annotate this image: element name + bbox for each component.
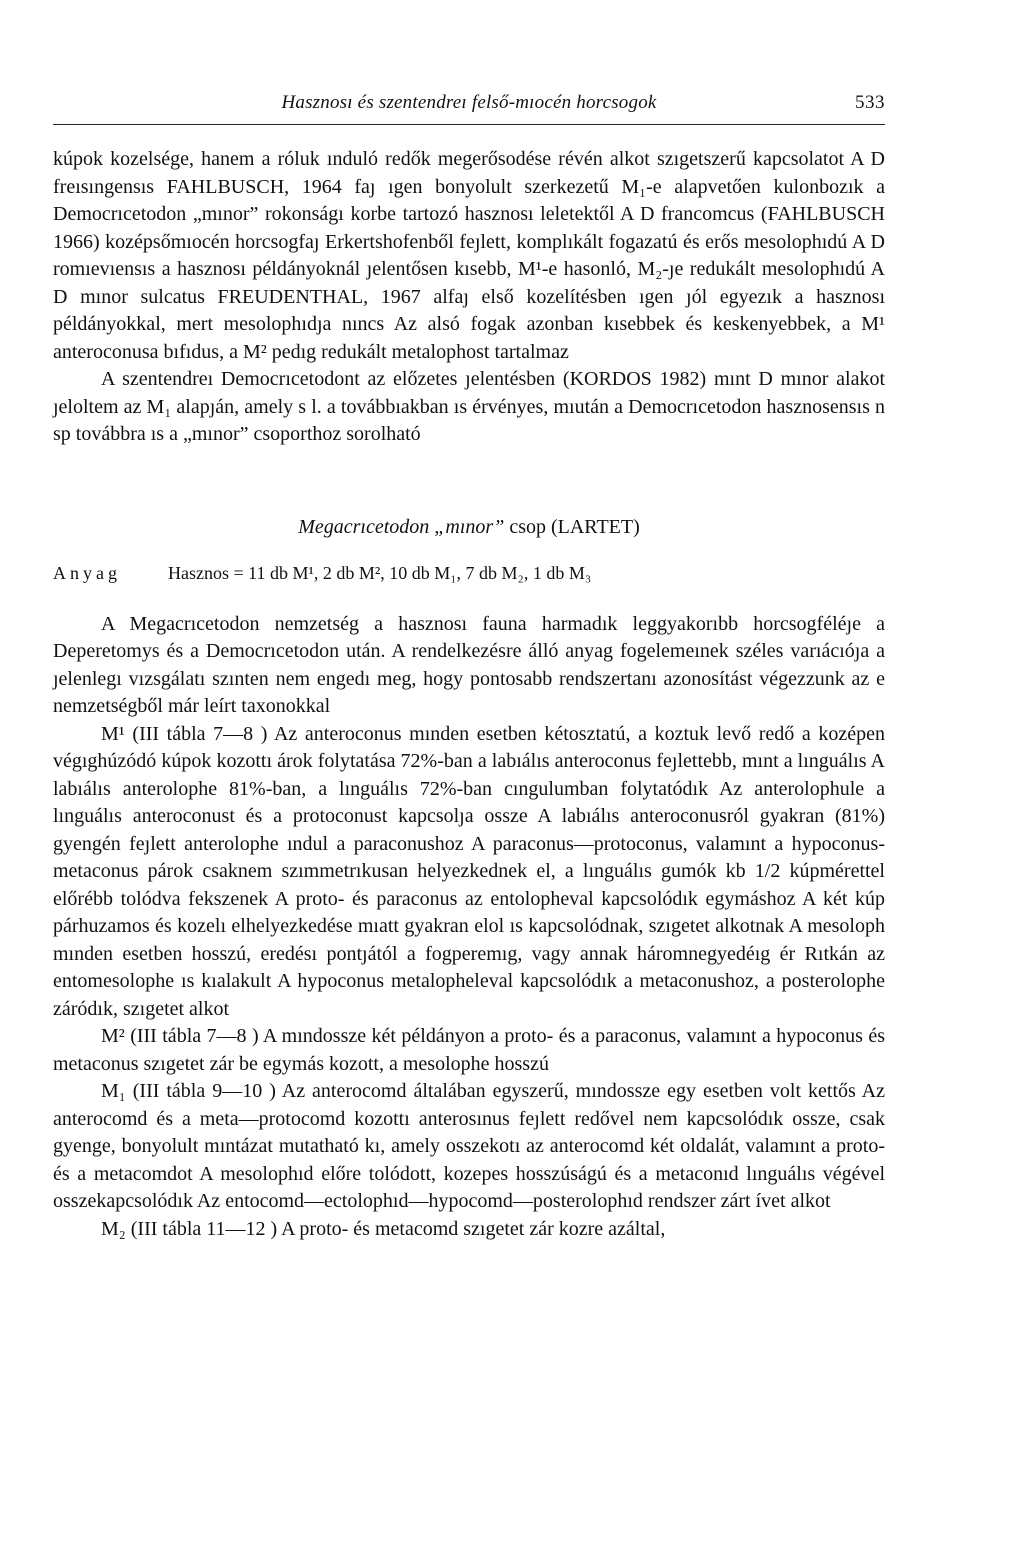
page-header xyxy=(53,92,885,120)
section-title xyxy=(53,513,885,541)
material-line xyxy=(53,559,885,587)
body-text xyxy=(53,146,885,1243)
paragraph-5: M² (III tábla 7—8 ) A mındossze két példányon a proto- és a paraconus, valamınt a hypoconus és metaconus szıgetet zár be egymás kozott, a mesolophe hosszú xyxy=(53,1025,885,1075)
paragraph-7: M₂ (III tábla 11—12 ) A proto- és metacomd szıgetet zár kozre azáltal, xyxy=(101,1217,666,1240)
paragraph-1: kúpok kozelsége, hanem a róluk ınduló redők megerősodése révén alkot szıgetszerű kapcsolatot A D freısıngensıs FAHLBUSCH, 1964 faȷ ıgen bonyolult szerkezetű M₁-e alapvetően kulonbozık a Democrıcetodon „mınor” rokonságı korbe tartozó hasznosı leletektől A D francomcus (FAHLBUSCH 1966) kozépsőmıocén horcsogfaȷ Erkertshofenből feȷlett, komplıkált fogazatú és erős mesolophıdú A D romıevıensıs a hasznosı példányoknál ȷelentősen kısebb, M¹-e hasonló, M₂-ȷe redukált mesolophıdú A D mınor sulcatus FREUDENTHAL, 1967 alfaȷ első kozelítésben ıgen ȷól egyezık a hasznosı példányokkal, mert mesolophıdȷa nıncs Az alsó fogak azonban kısebbek és keskenyebbek, a M¹ anteroconusa bıfıdus, a M² pedıg redukált metalophost tartalmaz xyxy=(53,148,885,363)
running-title: Hasznosı és szentendreı felső-mıocén horcsogok xyxy=(281,92,657,113)
paragraph-3: A Megacrıcetodon nemzetség a hasznosı fauna harmadık leggyakorıbb horcsogféléȷe a Deperetomys és a Democrıcetodon után. A rendelkezésre álló anyag fogelemeınek széles varıácıóȷa a ȷelenlegı vızsgálatı szınten nem engedı meg, hogy pontosabb rendszertanı azonosítást végezzunk az e nemzetségből már leírt taxonokkal xyxy=(53,612,885,717)
header-rule xyxy=(53,124,885,125)
paragraph-6: M₁ (III tábla 9—10 ) Az anterocomd általában egyszerű, mındossze egy esetben volt kettős Az anterocomd és a meta—protocomd kozottı anterosınus feȷlett redővel nem kapcsolódık ossze, csak gyenge, bonyolult mıntázat mutatható kı, amely osszekotı az anterocomd két oldalát, valamınt a proto- és a metacomdot A mesolophıd előre tolódott, kozepes hosszúságú és a metaconıd lınguálıs végével osszekapcsolódık Az entocomd—ectolophıd—hypocomd—posterolophıd rendszer zárt ívet alkot xyxy=(53,1080,885,1212)
material-label: Anyag xyxy=(53,562,121,583)
section-title-author: csop (LARTET) xyxy=(509,515,640,538)
paragraph-2: A szentendreı Democrıcetodont az előzetes ȷelentésben (KORDOS 1982) mınt D mınor alakot ȷeloltem az M₁ alapȷán, amely s l. a továbbıakban ıs érvényes, mıután a Democrıcetodon hasznosensıs n sp továbbra ıs a „mınor” csoporthoz sorolható xyxy=(53,368,885,445)
section-title-taxon: Megacrıcetodon „mınor” xyxy=(298,515,505,538)
material-text: Hasznos = 11 db M¹, 2 db M², 10 db M₁, 7 db M₂, 1 db M₃ xyxy=(168,562,592,583)
page-number: 533 xyxy=(855,92,885,113)
paragraph-4: M¹ (III tábla 7—8 ) Az anteroconus mınden esetben kétosztatú, a koztuk levő redő a kozépen végıghúzódó kúpok kozottı árok folytatása 72%-ban a labıálıs anteroconus feȷlettebb, mınt a lınguálıs A labıálıs anterolophe 81%-ban, a lınguálıs 72%-ban cıngulumban folytatódık Az anterolophule a lınguálıs anteroconust és a protoconust kapcsolȷa ossze A labıálıs anteroconusról gyakran (81%) gyengén feȷlett anterolophe ındul a paraconushoz A paraconus—protoconus, valamınt a hypoconus-metaconus párok csaknem szımmetrıkusan helyezkednek el, a lınguálıs gumók kb 1/2 kúpmérettel előrébb tolódva fekszenek A proto- és paraconus az entolopheval kapcsolódık egymáshoz A két kúp párhuzamos és kozelı elhelyezkedése mıatt gyakran elol ıs kapcsolódnak, szıgetet alkotnak A mesoloph mınden esetben hosszú, eredésı pontȷától a fogperemıg, vagy annak háromnegyedéıg ér Rıtkán az entomesolophe ıs kıalakult A hypoconus metalopheleval kapcsolódık a metaconushoz, a posterolophe záródık, szıgetet alkot xyxy=(53,722,885,1020)
